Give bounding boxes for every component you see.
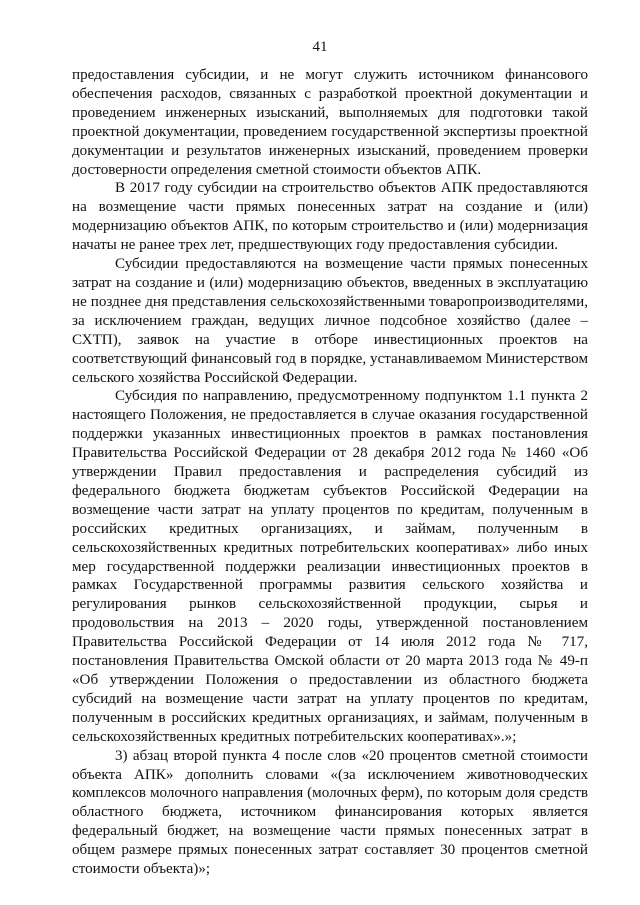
paragraph-subsidy-2017: В 2017 году субсидии на строительство объектов АПК предоставляются на возмещение части прямых понесенных затрат на создание и (или) модернизацию объектов АПК, по которым строительство и (или) модернизация начаты не ранее трех лет, предшествующих году предоставления субсидии. xyxy=(72,180,588,254)
paragraph-amendment-item-3: 3) абзац второй пункта 4 после слов «20 процентов сметной стоимости объекта АПК» дополнить словами «(за исключением животноводческих комплексов молочного направления (молочных ферм), по которым доля средств областного бюджета, источником финансирования которых является федеральный бюджет, на возмещение части прямых понесенных затрат в общем размере прямых понесенных затрат составляет 30 процентов сметной стоимости объекта)»; xyxy=(72,747,588,878)
paragraph-continuation: предоставления субсидии, и не могут служить источником финансового обеспечения расходов, связанных с разработкой проектной документации и проведением инженерных изысканий, выполняемых для подготовки такой проектной документации, проведением государственной экспертизы проектной документации и результатов инженерных изысканий, проведением проверки достоверности определения сметной стоимости объектов АПК. xyxy=(72,67,588,178)
document-body xyxy=(72,66,588,879)
paragraph-subsidy-conditions: Субсидии предоставляются на возмещение части прямых понесенных затрат на создание и (или) модернизацию объектов, введенных в эксплуатацию не позднее дня представления сельскохозяйственными товаропроизводителями, за исключением граждан, ведущих личное подсобное хозяйство (далее – СХТП), заявок на участие в отборе инвестиционных проектов на соответствующий финансовый год в порядке, устанавливаемом Министерством сельского хозяйства Российской Федерации. xyxy=(72,256,588,386)
paragraph-subsidy-exclusions: Субсидия по направлению, предусмотренному подпунктом 1.1 пункта 2 настоящего Положения, не предоставляется в случае оказания государственной поддержки указанных инвестиционных проектов в рамках постановления Правительства Российской Федерации от 28 декабря 2012 года № 1460 «Об утверждении Правил предоставления и распределения субсидий из федерального бюджета бюджетам субъектов Российской Федерации на возмещение части затрат на уплату процентов по кредитам, полученным в российских кредитных организациях, и займам, полученным в сельскохозяйственных кредитных потребительских кооперативах» либо иных мер государственной поддержки реализации инвестиционных проектов в рамках Государственной программы развития сельского хозяйства и регулирования рынков сельскохозяйственной продукции, сырья и продовольствия на 2013 – 2020 годы, утвержденной постановлением Правительства Российской Федерации от 14 июля 2012 года № 717, постановления Правительства Омской области от 20 марта 2013 года № 49-п «Об утверждении Положения о предоставлении из областного бюджета субсидий на возмещение части затрат на уплату процентов по кредитам, полученным в российских кредитных организациях, и займам, полученным в сельскохозяйственных кредитных потребительских кооперативах».»; xyxy=(72,388,588,745)
page-number: 41 xyxy=(312,39,328,55)
